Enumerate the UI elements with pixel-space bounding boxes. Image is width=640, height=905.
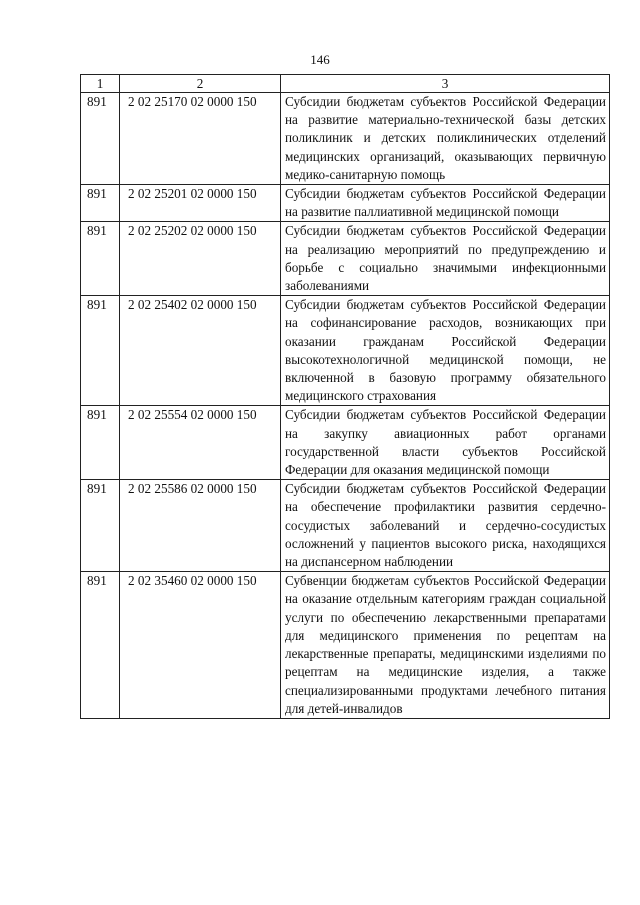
description-cell: Субвенции бюджетам субъектов Российской Федерации на оказание отдельным категориям граждан социальной услуги по обеспечению лекарственными препаратами для медицинского применения по рецептам на лекарственные препараты, медицинскими изделиями по рецептам на медицинские изделия, а также специализированными продуктами лечебного питания для детей-инвалидов <box>281 572 610 719</box>
table-row <box>81 185 610 222</box>
admin-code-cell: 891 <box>81 572 120 719</box>
column-header-1: 1 <box>81 75 120 93</box>
table-row <box>81 572 610 719</box>
budget-code-cell: 2 02 25201 02 0000 150 <box>120 185 281 222</box>
table-row <box>81 406 610 480</box>
budget-code-cell: 2 02 25202 02 0000 150 <box>120 222 281 296</box>
budget-code-cell: 2 02 25402 02 0000 150 <box>120 296 281 406</box>
description-cell: Субсидии бюджетам субъектов Российской Федерации на софинансирование расходов, возникающих при оказании гражданам Российской Федерации высокотехнологичной медицинской помощи, не включенной в базовую программу обязательного медицинского страхования <box>281 296 610 406</box>
page-number: 146 <box>310 52 330 67</box>
admin-code-cell: 891 <box>81 93 120 185</box>
budget-code-cell: 2 02 35460 02 0000 150 <box>120 572 281 719</box>
description-cell: Субсидии бюджетам субъектов Российской Федерации на закупку авиационных работ органами государственной власти субъектов Российской Федерации для оказания медицинской помощи <box>281 406 610 480</box>
table-row <box>81 222 610 296</box>
budget-code-cell: 2 02 25170 02 0000 150 <box>120 93 281 185</box>
admin-code-cell: 891 <box>81 185 120 222</box>
table-header-row <box>81 75 610 93</box>
description-cell: Субсидии бюджетам субъектов Российской Федерации на обеспечение профилактики развития сердечно-сосудистых заболеваний и сердечно-сосудистых осложнений у пациентов высокого риска, находящихся на диспансерном наблюдении <box>281 480 610 572</box>
column-header-3: 3 <box>281 75 610 93</box>
table-row <box>81 93 610 185</box>
budget-classification-table <box>80 74 610 719</box>
table-row <box>81 296 610 406</box>
budget-code-cell: 2 02 25586 02 0000 150 <box>120 480 281 572</box>
table-row <box>81 480 610 572</box>
column-header-2: 2 <box>120 75 281 93</box>
admin-code-cell: 891 <box>81 480 120 572</box>
admin-code-cell: 891 <box>81 222 120 296</box>
admin-code-cell: 891 <box>81 296 120 406</box>
description-cell: Субсидии бюджетам субъектов Российской Федерации на развитие материально-технической базы детских поликлиник и детских поликлинических отделений медицинских организаций, оказывающих первичную медико-санитарную помощь <box>281 93 610 185</box>
admin-code-cell: 891 <box>81 406 120 480</box>
budget-code-cell: 2 02 25554 02 0000 150 <box>120 406 281 480</box>
description-cell: Субсидии бюджетам субъектов Российской Федерации на реализацию мероприятий по предупреждению и борьбе с социально значимыми инфекционными заболеваниями <box>281 222 610 296</box>
description-cell: Субсидии бюджетам субъектов Российской Федерации на развитие паллиативной медицинской помощи <box>281 185 610 222</box>
